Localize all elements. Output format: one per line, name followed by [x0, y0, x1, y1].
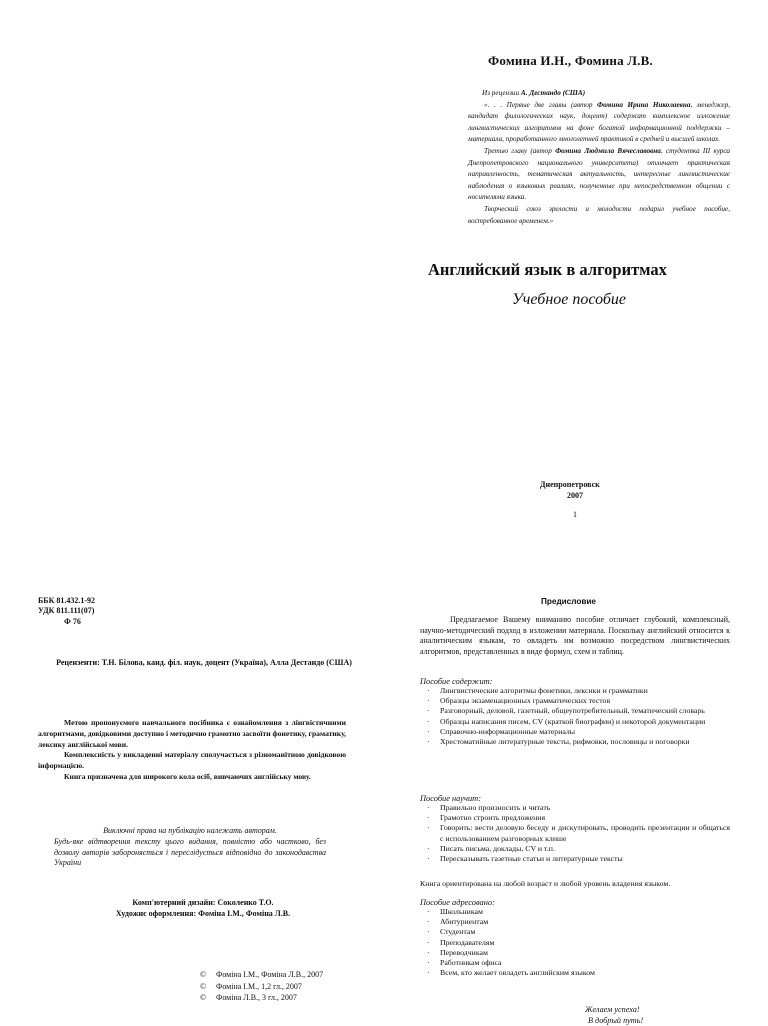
list-item: · Лингвистические алгоритмы фонетики, лексики и грамматики — [420, 686, 730, 696]
book-subtitle: Учебное пособие — [512, 291, 626, 309]
audience-note: Книга ориентирована на любой возраст и любой уровень владения языком. — [420, 879, 730, 888]
copyright-symbol: © — [200, 992, 216, 1004]
closing-line: В добрый путь! — [585, 1016, 643, 1026]
publication-city: Днепропетровск — [540, 480, 600, 489]
copyright-block — [200, 969, 323, 1004]
list-item: · Грамотно строить предложения — [420, 813, 730, 823]
reviewers: Рецензенти: Т.Н. Бiлова, канд. фiл. наук, доцент (Україна), Алла Дестандо (США) — [54, 657, 354, 668]
contains-list — [420, 686, 730, 747]
page-number: 1 — [573, 510, 577, 519]
annotation-paragraph: Книга призначена для широкого кола осіб, вивчаючих англійську мову. — [38, 772, 346, 783]
list-item: · Преподавателям — [420, 938, 730, 948]
list-item: · Разговорный, деловой, газетный, общеупотребительный, тематический словарь — [420, 706, 730, 716]
list-item: · Образцы написания писем, CV (краткой биографии) и некоторой документации — [420, 717, 730, 727]
foreword-intro — [420, 615, 730, 657]
closing-line: Желаем успеха! — [585, 1005, 643, 1016]
authors: Фомина И.Н., Фомина Л.В. — [488, 53, 653, 69]
list-item: · Справочно-информационные материалы — [420, 727, 730, 737]
list-item: · Писать письма, доклады, CV и т.п. — [420, 844, 730, 854]
computer-design-credit: Комп'ютерний дизайн: Соколенко Т.О. — [88, 897, 318, 908]
list-item: · Хрестоматийные литературные тексты, рифмовки, пословицы и поговорки — [420, 737, 730, 747]
list-item: · Всем, кто желает овладеть английским языком — [420, 968, 730, 978]
list-item: · Правильно произносить и читать — [420, 803, 730, 813]
review-paragraph-1: «. . . Первые две главы (автор Фомина Ирина Николаевна, менеджер, кандидат филологических наук, доцент) содержат комплексное изложение лингвистических алгоритмов на фоне богатой информационной поддержки – материала, проработанного многолетней практикой в средней и высшей школах. — [468, 100, 730, 146]
audience-list — [420, 907, 730, 978]
annotation-paragraph: Комплексність у викладенні матеріалу сполучається з різноманітною довідковою інформацією. — [38, 750, 346, 772]
annotation-paragraph: Метою пропонуємого навчального посібника є ознайомлення з лінгвістичними алгоритмами, довідковими доступно і методично грамотно засвоїти фонетику, граматику, лексику англійської мови. — [38, 718, 346, 750]
list-item: · Переводчикам — [420, 948, 730, 958]
publication-year: 2007 — [567, 491, 583, 500]
copyright-line: © Фоміна Л.В., 3 гл., 2007 — [200, 992, 323, 1004]
rights-text: Будь-яке відтворення тексту цього видання, повністю або частково, без дозволу авторів забороняється і переслідується відповідно до законодавства України — [54, 837, 326, 869]
design-credits — [88, 897, 318, 919]
teaches-heading: Пособие научит: — [420, 794, 730, 803]
copyright-symbol: © — [200, 981, 216, 993]
audience-section — [420, 898, 730, 978]
list-item: · Студентам — [420, 927, 730, 937]
annotation — [38, 718, 346, 783]
bbk-code: ББК 81.432.1-92 — [38, 596, 95, 606]
contains-section — [420, 677, 730, 747]
teaches-list — [420, 803, 730, 864]
contains-heading: Пособие содержит: — [420, 677, 730, 686]
list-item: · Говорить: вести деловую беседу и дискутировать, проводить презентации и общаться с использованием разговорных клише — [420, 823, 730, 843]
copyright-line: © Фоміна І.М., Фоміна Л.В., 2007 — [200, 969, 323, 981]
author-code: Ф 76 — [38, 617, 95, 627]
review-intro: Из рецензии А. Дестандо (США) — [468, 88, 730, 100]
copyright-symbol: © — [200, 969, 216, 981]
review-paragraph-2: Третью главу (автор Фомина Людмила Вячеславовна, студентка III курса Днепропетровского национального университета) отличает практическая направленность, тематическая актуальность, интересные лингвистические наблюдения о языковых реалиях, полученные при непосредственном общении с носителями языка. — [468, 146, 730, 204]
teaches-section — [420, 794, 730, 864]
copyright-line: © Фоміна І.М., 1,2 гл., 2007 — [200, 981, 323, 993]
review-paragraph-3: Творческий союз зрелости и молодости подарил учебное пособие, востребованное временем.» — [468, 204, 730, 227]
closing-wishes — [585, 1005, 643, 1026]
list-item: · Школьникам — [420, 907, 730, 917]
audience-heading: Пособие адресовано: — [420, 898, 730, 907]
list-item: · Абитуриентам — [420, 917, 730, 927]
list-item: · Образцы экзаменационных грамматических тестов — [420, 696, 730, 706]
udk-code: УДК 811.111(07) — [38, 606, 95, 616]
foreword-heading: Предисловие — [541, 597, 596, 606]
classification-codes — [38, 596, 95, 627]
list-item: · Работникам офиса — [420, 958, 730, 968]
rights-notice — [54, 826, 326, 869]
list-item: · Пересказывать газетные статьи и литературные тексты — [420, 854, 730, 864]
rights-line: Виключні права на публікацію належать авторам. — [54, 826, 326, 837]
art-design-credit: Художнє оформлення: Фоміна І.М., Фоміна Л.В. — [88, 908, 318, 919]
book-title: Английский язык в алгоритмах — [428, 260, 667, 280]
foreword-paragraph: Предлагаемое Вашему вниманию пособие отличает глубокий, комплексный, научно-методический подход в изложении материала. Поскольку английский относится к аналитическим языкам, то овладеть им возможно посредством лингвистических алгоритмов, представленных в виде формул, схем и таблиц. — [420, 615, 730, 657]
review-quote — [468, 88, 730, 227]
